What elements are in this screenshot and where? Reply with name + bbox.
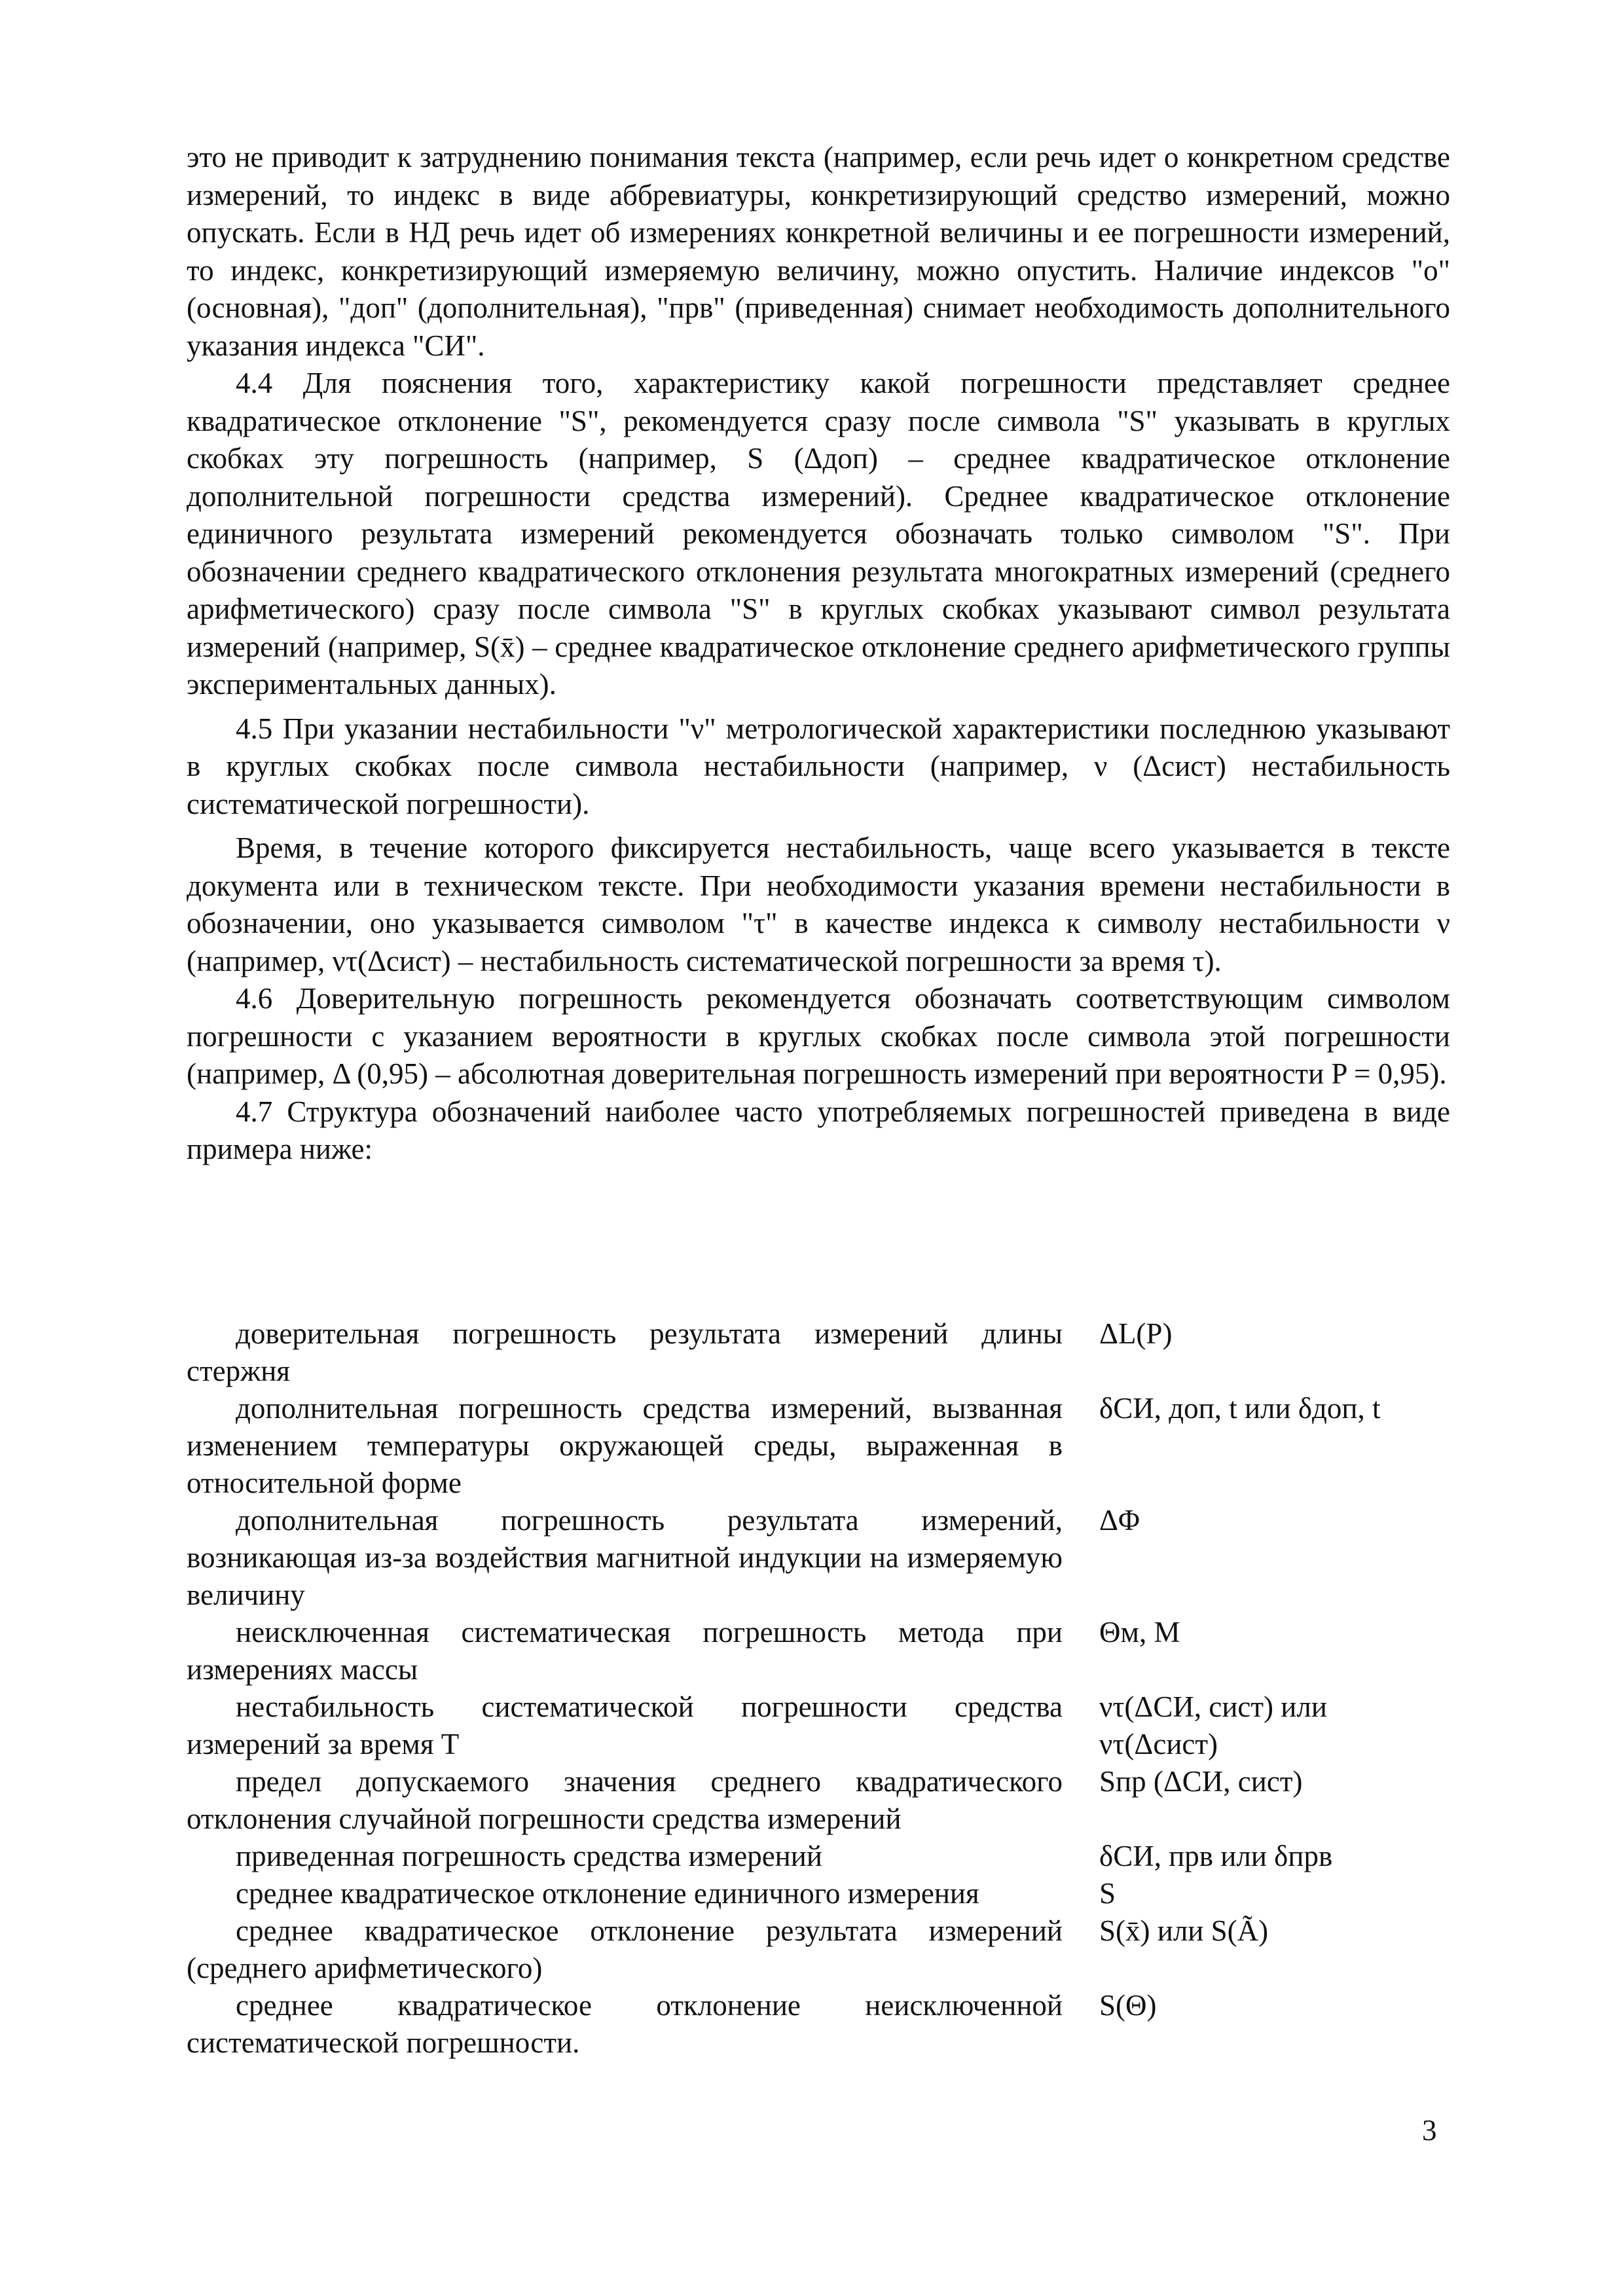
table-row <box>187 1763 1450 1838</box>
row-description: дополнительная погрешность средства измерений, вызванная изменением температуры окружающей среды, выраженная в относительной форме <box>187 1392 1063 1499</box>
row-description: приведенная погрешность средства измерений <box>236 1840 822 1872</box>
row-description: среднее квадратическое отклонение единичного измерения <box>236 1877 979 1910</box>
table-row <box>187 1390 1450 1502</box>
row-symbol: S(x̄) или S(Ã) <box>1099 1914 1269 1947</box>
row-description: нестабильность систематической погрешности средства измерений за время T <box>187 1690 1063 1760</box>
row-symbol: δСИ, прв или δпрв <box>1099 1840 1333 1872</box>
row-symbol: S <box>1099 1877 1116 1910</box>
table-row <box>187 1315 1450 1390</box>
table-row <box>187 1987 1450 2062</box>
row-description: доверительная погрешность результата измерений длины стержня <box>187 1317 1063 1387</box>
page-number: 3 <box>1422 2114 1437 2147</box>
row-symbol: S(Θ) <box>1099 1989 1157 2022</box>
table-row <box>187 1875 1450 1912</box>
row-symbol: δСИ, доп, t или δдоп, t <box>1099 1392 1381 1425</box>
table-row <box>187 1838 1450 1875</box>
row-description: дополнительная погрешность результата измерений, возникающая из-за воздействия магнитной индукции на измеряемую величину <box>187 1504 1063 1611</box>
paragraph-time: Время, в течение которого фиксируется нестабильность, чаще всего указывается в тексте документа или в техническом тексте. При необходимости указания времени нестабильности в обозначении, оно указывается символом "τ" в качестве индекса к символу нестабильности ν (например, ντ(Δсист) – нестабильность систематической погрешности за время τ). <box>187 831 1450 977</box>
row-description: предел допускаемого значения среднего квадратического отклонения случайной погрешности средства измерений <box>187 1765 1063 1835</box>
row-description: неисключенная систематическая погрешность метода при измерениях массы <box>187 1616 1063 1686</box>
row-symbol: ντ(ΔСИ, сист) или ντ(Δсист) <box>1099 1690 1327 1760</box>
table-row <box>187 1912 1450 1987</box>
table-row <box>187 1502 1450 1614</box>
paragraph-4-6: 4.6 Доверительную погрешность рекомендуется обозначать соответствующим символом погрешности с указанием вероятности в круглых скобках после символа этой погрешности (например, Δ (0,95) – абсолютная доверительная погрешность измерений при вероятности P = 0,95). <box>187 982 1450 1090</box>
paragraph-continuation: это не приводит к затруднению понимания текста (например, если речь идет о конкретном средстве измерений, то индекс в виде аббревиатуры, конкретизирующий средство измерений, можно опускать. Если в НД речь идет об измерениях конкретной величины и ее погрешности измерений, то индекс, конкретизирующий измеряемую величину, можно опустить. Наличие индексов "о" (основная), "доп" (дополнительная), "прв" (приведенная) снимает необходимость дополнительного указания индекса "СИ". <box>187 141 1450 362</box>
row-symbol: Sпр (ΔСИ, сист) <box>1099 1765 1303 1798</box>
row-symbol: ΔL(P) <box>1099 1317 1173 1350</box>
table-row <box>187 1688 1450 1763</box>
row-symbol: Θм, М <box>1099 1616 1180 1649</box>
paragraph-4-7: 4.7 Структура обозначений наиболее часто употребляемых погрешностей приведена в виде примера ниже: <box>187 1095 1450 1165</box>
row-description: среднее квадратическое отклонение неисключенной систематической погрешности. <box>187 1989 1063 2059</box>
row-symbol: ΔΦ <box>1099 1504 1140 1537</box>
row-description: среднее квадратическое отклонение результата измерений (среднего арифметического) <box>187 1914 1063 1984</box>
table-row <box>187 1614 1450 1688</box>
document-page <box>187 139 1450 2059</box>
paragraph-4-4: 4.4 Для пояснения того, характеристику какой погрешности представляет среднее квадратическое отклонение "S", рекомендуется сразу после символа "S" указывать в круглых скобках эту погрешность (например, S (Δдоп) – среднее квадратическое отклонение дополнительной погрешности средства измерений). Среднее квадратическое отклонение единичного результата измерений рекомендуется обозначать только символом "S". При обозначении среднего квадратического отклонения результата многократных измерений (среднего арифметического) сразу после символа "S" в круглых скобках указывают символ результата измерений (например, S(x̄) – среднее квадратическое отклонение среднего арифметического группы экспериментальных данных). <box>187 367 1450 701</box>
notation-table <box>187 1315 1450 2062</box>
paragraph-4-5: 4.5 При указании нестабильности "ν" метрологической характеристики последнюю указывают в круглых скобках после символа нестабильности (например, ν (Δсист) нестабильность систематической погрешности). <box>187 712 1450 820</box>
